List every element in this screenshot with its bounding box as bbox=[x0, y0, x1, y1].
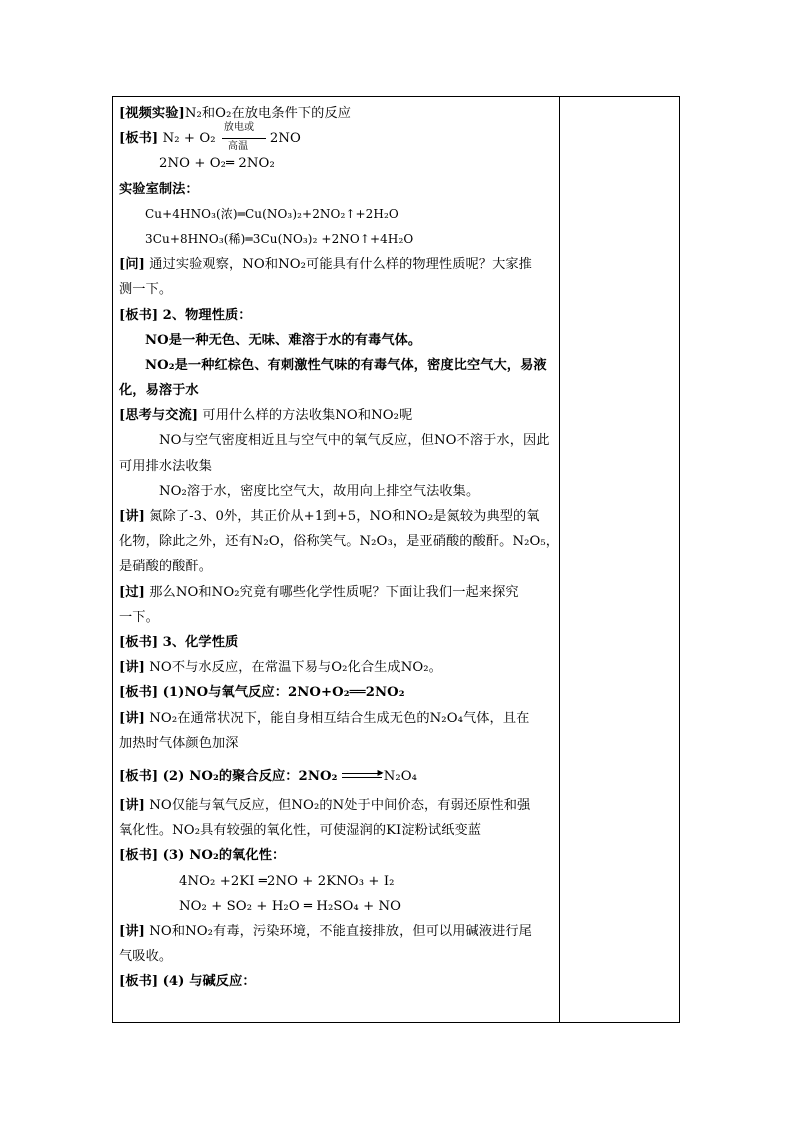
line-board-alkali bbox=[119, 969, 555, 994]
arrow-head: ▶ bbox=[377, 768, 384, 778]
tag-label: [板书] bbox=[119, 848, 159, 864]
line-text: 3、化学性质 bbox=[162, 634, 239, 650]
reaction-condition-arrow bbox=[222, 121, 268, 152]
line-text: NO₂在通常状况下，能自身相互结合生成无色的N₂O₄气体，且在 bbox=[149, 710, 530, 726]
tag-label: [板书] bbox=[119, 131, 159, 147]
line-equation-so2: NO₂ + SO₂ + H₂O ═ H₂SO₄ + NO bbox=[179, 898, 402, 914]
line-lecture-no-water bbox=[119, 655, 555, 680]
line-board-polymerization bbox=[119, 764, 555, 789]
line-text: 可用什么样的方法收集NO和NO₂呢 bbox=[202, 408, 413, 424]
spacer bbox=[119, 756, 555, 764]
line-lecture-valence-cont: 化物，除此之外，还有N₂O，俗称笑气。N₂O₃，是亚硝酸的酸酐。N₂O₅， bbox=[119, 534, 560, 550]
line-no2-property: NO₂是一种红棕色、有刺激性气味的有毒气体，密度比空气大，易液 bbox=[145, 357, 547, 373]
lesson-content bbox=[119, 101, 560, 995]
line-no-collect-cont: 可用排水法收集 bbox=[119, 458, 213, 474]
line-think-discuss bbox=[119, 403, 555, 428]
tag-label: [过] bbox=[119, 584, 145, 600]
line-lecture-oxidizing bbox=[119, 793, 555, 818]
table-column-divider bbox=[559, 97, 560, 1022]
line-lab-method: 实验室制法： bbox=[119, 181, 199, 197]
line-equation-ki: 4NO₂ +2KI ═2NO + 2KNO₃ + I₂ bbox=[179, 873, 395, 889]
line-lecture-valence-cont2: 是硝酸的酸酐。 bbox=[119, 559, 213, 575]
line-text: NO和NO₂有毒，污染环境，不能直接排放，但可以用碱液进行尾 bbox=[149, 924, 532, 939]
line-no-property: NO是一种无色、无味、难溶于水的有毒气体。 bbox=[145, 332, 422, 348]
line-board-chemical bbox=[119, 630, 555, 655]
line-video-experiment bbox=[119, 101, 555, 126]
tag-label: [讲] bbox=[119, 798, 145, 814]
line-text: (3) NO₂的氧化性： bbox=[162, 848, 286, 864]
line-board-physical bbox=[119, 303, 555, 328]
line-text: 那么NO和NO₂究竟有哪些化学性质呢？下面让我们一起来探究 bbox=[149, 584, 519, 600]
equation-right: N₂O₄ bbox=[383, 768, 418, 784]
line-board-no-oxygen bbox=[119, 680, 555, 705]
condition-bar bbox=[222, 138, 266, 139]
tag-label: [讲] bbox=[119, 509, 145, 524]
equation-left: N₂ + O₂ bbox=[162, 131, 216, 147]
line-lecture-dimer bbox=[119, 706, 555, 731]
tag-label: [讲] bbox=[119, 710, 145, 726]
line-no-collect: NO与空气密度相近且与空气中的氧气反应，但NO不溶于水，因此 bbox=[159, 433, 550, 449]
arrow-line-bottom bbox=[342, 777, 382, 778]
line-lecture-dimer-cont: 加热时气体颜色加深 bbox=[119, 735, 239, 751]
line-lecture-valence bbox=[119, 504, 555, 529]
line-question-cont: 测一下。 bbox=[119, 282, 173, 298]
line-transition bbox=[119, 580, 555, 605]
tag-label: [思考与交流] bbox=[119, 408, 199, 424]
line-no2-collect: NO₂溶于水，密度比空气大，故用向上排空气法收集。 bbox=[159, 483, 480, 499]
line-lecture-toxic-cont: 气吸收。 bbox=[119, 949, 173, 965]
line-question bbox=[119, 252, 555, 277]
tag-label: [视频实验] bbox=[119, 106, 185, 121]
condition-bottom: 高温 bbox=[227, 140, 249, 152]
line-board-reaction-1 bbox=[119, 121, 555, 152]
line-text: NO不与水反应，在常温下易与O₂化合生成NO₂。 bbox=[149, 660, 442, 676]
reversible-arrow-icon bbox=[342, 768, 384, 781]
condition-top: 放电或 bbox=[223, 121, 255, 133]
equation-left: (2) NO₂的聚合反应：2NO₂ bbox=[162, 768, 338, 784]
arrow-line-top bbox=[342, 773, 382, 774]
line-text: NO仅能与氧气反应，但NO₂的N处于中间价态，有弱还原性和强 bbox=[149, 798, 531, 814]
tag-label: [板书] bbox=[119, 768, 159, 784]
line-text: (4) 与碱反应： bbox=[162, 974, 256, 990]
line-lecture-oxidizing-cont: 氧化性。NO₂具有较强的氧化性，可使湿润的KI淀粉试纸变蓝 bbox=[119, 823, 482, 839]
tag-label: [讲] bbox=[119, 924, 145, 939]
lesson-table bbox=[112, 96, 680, 1023]
line-no2-property-cont: 化，易溶于水 bbox=[119, 383, 199, 399]
line-lecture-toxic bbox=[119, 919, 555, 944]
tag-label: [板书] bbox=[119, 634, 159, 650]
line-text: 2、物理性质： bbox=[162, 307, 252, 323]
line-text: N₂和O₂在放电条件下的反应 bbox=[184, 106, 352, 121]
tag-label: [板书] bbox=[119, 974, 159, 990]
tag-label: [讲] bbox=[119, 660, 145, 676]
line-text: 氮除了-3、0外，其正价从+1到+5，NO和NO₂是氮较为典型的氧 bbox=[149, 509, 540, 524]
line-text: (1)NO与氧气反应：2NO+O₂══2NO₂ bbox=[162, 685, 405, 701]
tag-label: [板书] bbox=[119, 307, 159, 323]
tag-label: [板书] bbox=[119, 685, 159, 701]
line-equation-cu-conc: Cu+4HNO₃(浓)═Cu(NO₃)₂+2NO₂↑+2H₂O bbox=[145, 206, 399, 221]
tag-label: [问] bbox=[119, 257, 145, 273]
line-text: 通过实验观察，NO和NO₂可能具有什么样的物理性质呢？大家推 bbox=[149, 257, 532, 273]
line-transition-cont: 一下。 bbox=[119, 609, 159, 625]
line-equation-cu-dilute: 3Cu+8HNO₃(稀)═3Cu(NO₃)₂ +2NO↑+4H₂O bbox=[145, 231, 414, 246]
line-equation-2no: 2NO + O₂═ 2NO₂ bbox=[159, 156, 275, 172]
equation-right: 2NO bbox=[269, 131, 301, 147]
line-board-oxidizing bbox=[119, 843, 555, 868]
